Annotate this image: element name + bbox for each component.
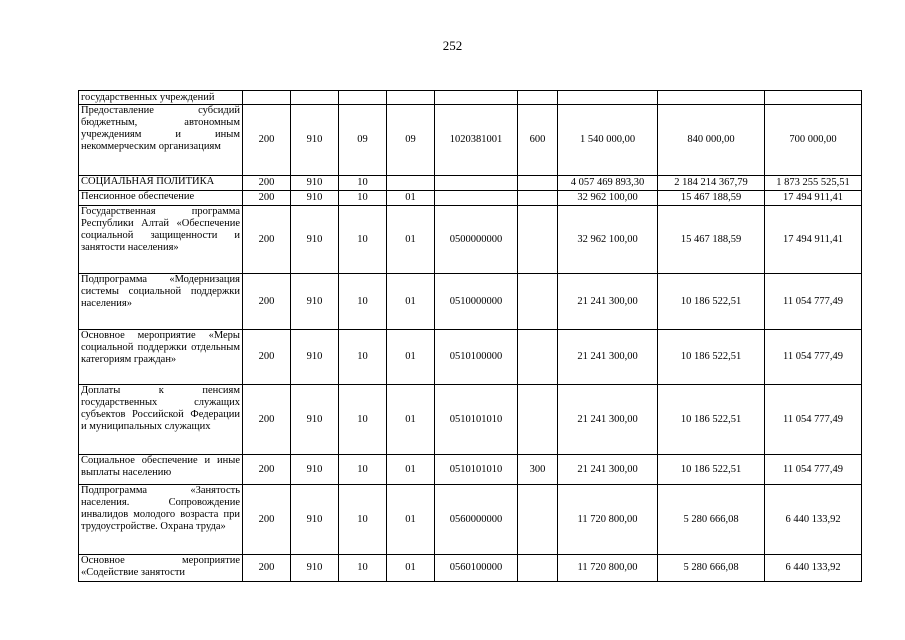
cell-code3: 09 [339, 105, 387, 176]
row-name: Основное мероприятие «Содействие занятости [79, 555, 243, 582]
cell-code5: 0510100000 [435, 330, 518, 385]
cell-code5: 0510000000 [435, 274, 518, 330]
cell-code2: 910 [291, 176, 339, 191]
cell-code1: 200 [243, 206, 291, 274]
cell-amount-1: 11 720 800,00 [558, 485, 658, 555]
cell-code6 [518, 330, 558, 385]
cell-amount-2: 840 000,00 [658, 105, 765, 176]
cell-amount-1: 21 241 300,00 [558, 330, 658, 385]
cell-amount-1: 32 962 100,00 [558, 206, 658, 274]
cell-code4: 09 [387, 105, 435, 176]
row-name: Подпрограмма «Модернизация системы социальной поддержки населения» [79, 274, 243, 330]
cell-code3: 10 [339, 191, 387, 206]
cell-code6 [518, 555, 558, 582]
cell-code1: 200 [243, 191, 291, 206]
cell-code3: 10 [339, 330, 387, 385]
cell-amount-2: 10 186 522,51 [658, 330, 765, 385]
cell-code5: 0560000000 [435, 485, 518, 555]
cell-code1: 200 [243, 105, 291, 176]
row-name: Социальное обеспечение и иные выплаты населению [79, 455, 243, 485]
cell-amount-3: 700 000,00 [765, 105, 862, 176]
cell-code4: 01 [387, 455, 435, 485]
cell-code6 [518, 91, 558, 105]
cell-code6 [518, 176, 558, 191]
cell-amount-2 [658, 91, 765, 105]
budget-table [78, 90, 862, 582]
cell-amount-1: 4 057 469 893,30 [558, 176, 658, 191]
row-name: Государственная программа Республики Алтай «Обеспечение социальной защищенности и занятости населения» [79, 206, 243, 274]
cell-amount-3: 11 054 777,49 [765, 385, 862, 455]
cell-code2: 910 [291, 485, 339, 555]
cell-code4: 01 [387, 485, 435, 555]
cell-code2: 910 [291, 206, 339, 274]
cell-amount-1: 21 241 300,00 [558, 385, 658, 455]
cell-amount-3: 17 494 911,41 [765, 191, 862, 206]
cell-amount-1: 21 241 300,00 [558, 274, 658, 330]
table-row [79, 555, 862, 582]
row-name: СОЦИАЛЬНАЯ ПОЛИТИКА [79, 176, 243, 191]
cell-code5: 0510101010 [435, 455, 518, 485]
cell-amount-1 [558, 91, 658, 105]
cell-amount-2: 15 467 188,59 [658, 206, 765, 274]
row-name: Подпрограмма «Занятость населения. Сопровождение инвалидов молодого возраста при трудоустройстве. Охрана труда» [79, 485, 243, 555]
cell-code1: 200 [243, 555, 291, 582]
cell-code5 [435, 191, 518, 206]
row-name: Основное мероприятие «Меры социальной поддержки отдельным категориям граждан» [79, 330, 243, 385]
table-row [79, 485, 862, 555]
cell-code5: 1020381001 [435, 105, 518, 176]
cell-amount-3: 6 440 133,92 [765, 485, 862, 555]
cell-amount-1: 32 962 100,00 [558, 191, 658, 206]
row-name: Доплаты к пенсиям государственных служащих субъектов Российской Федерации и муниципальных служащих [79, 385, 243, 455]
row-name: Предоставление субсидий бюджетным, автономным учреждениям и иным некоммерческим организациям [79, 105, 243, 176]
table-row [79, 191, 862, 206]
cell-code4: 01 [387, 330, 435, 385]
table-row [79, 176, 862, 191]
cell-code3: 10 [339, 455, 387, 485]
cell-code4 [387, 91, 435, 105]
cell-code4: 01 [387, 385, 435, 455]
cell-amount-3 [765, 91, 862, 105]
cell-code4: 01 [387, 274, 435, 330]
cell-code2 [291, 91, 339, 105]
cell-amount-2: 15 467 188,59 [658, 191, 765, 206]
cell-code5 [435, 176, 518, 191]
cell-code3: 10 [339, 385, 387, 455]
cell-amount-2: 5 280 666,08 [658, 555, 765, 582]
cell-amount-3: 11 054 777,49 [765, 455, 862, 485]
cell-code5: 0560100000 [435, 555, 518, 582]
cell-code1: 200 [243, 455, 291, 485]
cell-code6: 600 [518, 105, 558, 176]
cell-code2: 910 [291, 191, 339, 206]
table-row [79, 274, 862, 330]
cell-code1: 200 [243, 330, 291, 385]
cell-code6 [518, 191, 558, 206]
cell-code2: 910 [291, 330, 339, 385]
row-name: государственных учреждений [79, 91, 243, 105]
cell-code2: 910 [291, 274, 339, 330]
cell-code2: 910 [291, 455, 339, 485]
cell-code6: 300 [518, 455, 558, 485]
cell-amount-3: 6 440 133,92 [765, 555, 862, 582]
page-number: 252 [442, 38, 463, 53]
cell-code3: 10 [339, 176, 387, 191]
cell-code4: 01 [387, 206, 435, 274]
cell-code6 [518, 485, 558, 555]
cell-code4: 01 [387, 555, 435, 582]
table-row [79, 385, 862, 455]
cell-amount-2: 2 184 214 367,79 [658, 176, 765, 191]
cell-amount-3: 11 054 777,49 [765, 274, 862, 330]
cell-amount-2: 10 186 522,51 [658, 455, 765, 485]
cell-code6 [518, 385, 558, 455]
cell-code6 [518, 274, 558, 330]
table-row [79, 330, 862, 385]
cell-amount-3: 1 873 255 525,51 [765, 176, 862, 191]
cell-code3: 10 [339, 274, 387, 330]
table-row [79, 105, 862, 176]
cell-code4 [387, 176, 435, 191]
cell-code5: 0500000000 [435, 206, 518, 274]
cell-code3: 10 [339, 555, 387, 582]
cell-amount-1: 11 720 800,00 [558, 555, 658, 582]
table-row [79, 206, 862, 274]
cell-code2: 910 [291, 385, 339, 455]
cell-amount-1: 21 241 300,00 [558, 455, 658, 485]
cell-code2: 910 [291, 105, 339, 176]
cell-code6 [518, 206, 558, 274]
table-row [79, 91, 862, 105]
cell-amount-3: 17 494 911,41 [765, 206, 862, 274]
cell-code5 [435, 91, 518, 105]
table-row [79, 455, 862, 485]
cell-code3: 10 [339, 206, 387, 274]
cell-code1: 200 [243, 485, 291, 555]
cell-code4: 01 [387, 191, 435, 206]
cell-amount-3: 11 054 777,49 [765, 330, 862, 385]
cell-amount-2: 10 186 522,51 [658, 274, 765, 330]
cell-code1: 200 [243, 274, 291, 330]
cell-amount-1: 1 540 000,00 [558, 105, 658, 176]
cell-code3: 10 [339, 485, 387, 555]
cell-code2: 910 [291, 555, 339, 582]
cell-code1: 200 [243, 176, 291, 191]
cell-code3 [339, 91, 387, 105]
cell-amount-2: 5 280 666,08 [658, 485, 765, 555]
cell-code5: 0510101010 [435, 385, 518, 455]
cell-amount-2: 10 186 522,51 [658, 385, 765, 455]
cell-code1 [243, 91, 291, 105]
row-name: Пенсионное обеспечение [79, 191, 243, 206]
cell-code1: 200 [243, 385, 291, 455]
